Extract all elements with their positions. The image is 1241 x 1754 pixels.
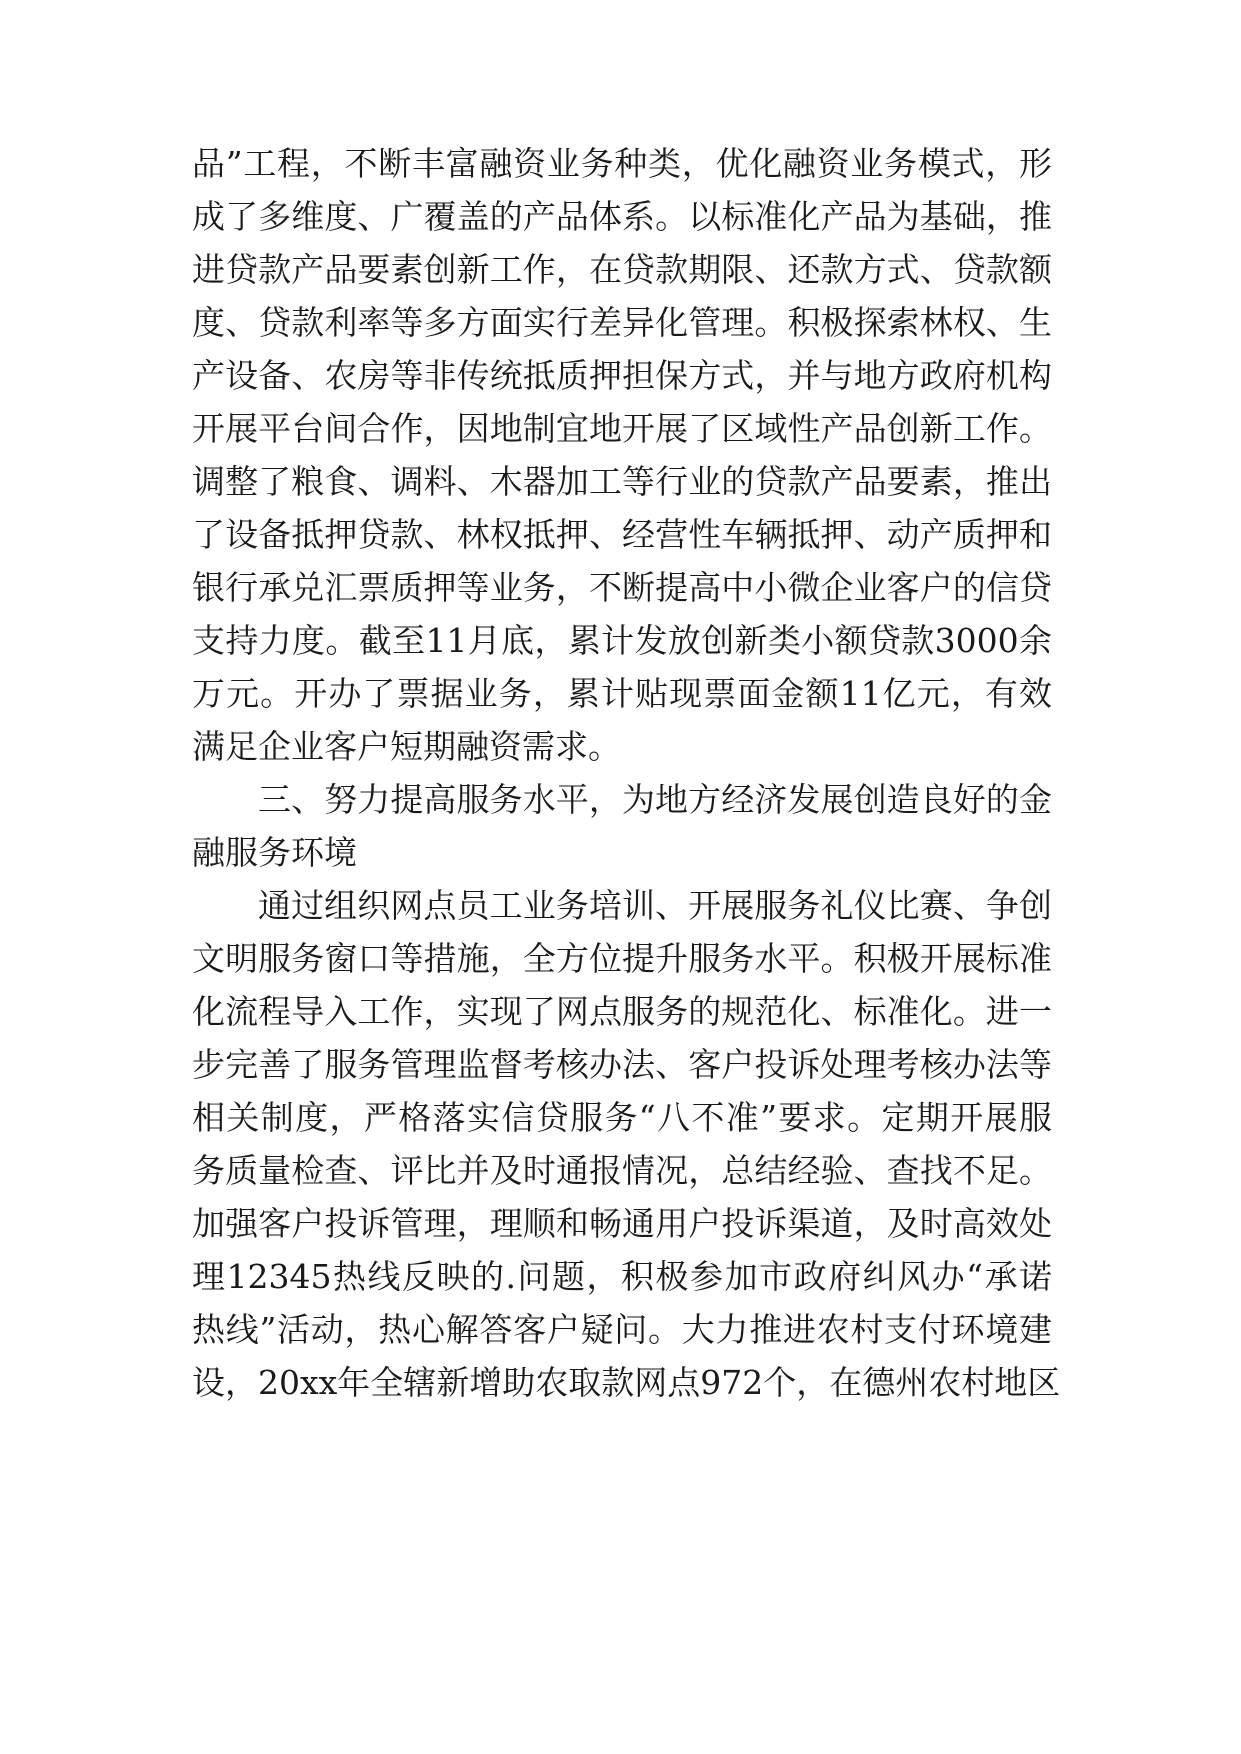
paragraph-line: 理12345热线反映的.问题，积极参加市政府纠风办“承诺	[192, 1257, 1052, 1296]
paragraph-line: 进贷款产品要素创新工作，在贷款期限、还款方式、贷款额	[192, 250, 1052, 289]
section-heading-line: 融服务环境	[192, 833, 357, 872]
paragraph-line: 满足企业客户短期融资需求。	[192, 727, 621, 766]
paragraph-line: 设，20xx年全辖新增助农取款网点972个，在德州农村地区	[192, 1363, 1061, 1402]
paragraph-line: 相关制度，严格落实信贷服务“八不准”要求。定期开展服	[192, 1098, 1052, 1137]
paragraph-line: 通过组织网点员工业务培训、开展服务礼仪比赛、争创	[258, 886, 1052, 925]
paragraph-line: 步完善了服务管理监督考核办法、客户投诉处理考核办法等	[192, 1045, 1052, 1084]
paragraph-line: 支持力度。截至11月底，累计发放创新类小额贷款3000余	[192, 621, 1052, 660]
paragraph-line: 文明服务窗口等措施，全方位提升服务水平。积极开展标准	[192, 939, 1052, 978]
paragraph-line: 品”工程，不断丰富融资业务种类，优化融资业务模式，形	[192, 144, 1052, 183]
paragraph-line: 成了多维度、广覆盖的产品体系。以标准化产品为基础，推	[192, 197, 1052, 236]
paragraph-line: 化流程导入工作，实现了网点服务的规范化、标准化。进一	[192, 992, 1052, 1031]
paragraph-line: 银行承兑汇票质押等业务，不断提高中小微企业客户的信贷	[192, 568, 1052, 607]
paragraph-line: 开展平台间合作，因地制宜地开展了区域性产品创新工作。	[192, 409, 1052, 448]
paragraph-line: 加强客户投诉管理，理顺和畅通用户投诉渠道，及时高效处	[192, 1204, 1052, 1243]
paragraph-line: 产设备、农房等非传统抵质押担保方式，并与地方政府机构	[192, 356, 1052, 395]
paragraph-line: 务质量检查、评比并及时通报情况，总结经验、查找不足。	[192, 1151, 1052, 1190]
section-heading-line: 三、努力提高服务水平，为地方经济发展创造良好的金	[258, 780, 1052, 819]
paragraph-line: 度、贷款利率等多方面实行差异化管理。积极探索林权、生	[192, 303, 1052, 342]
paragraph-line: 热线”活动，热心解答客户疑问。大力推进农村支付环境建	[192, 1310, 1052, 1349]
paragraph-line: 了设备抵押贷款、林权抵押、经营性车辆抵押、动产质押和	[192, 515, 1052, 554]
paragraph-line: 调整了粮食、调料、木器加工等行业的贷款产品要素，推出	[192, 462, 1052, 501]
paragraph-line: 万元。开办了票据业务，累计贴现票面金额11亿元，有效	[192, 674, 1052, 713]
